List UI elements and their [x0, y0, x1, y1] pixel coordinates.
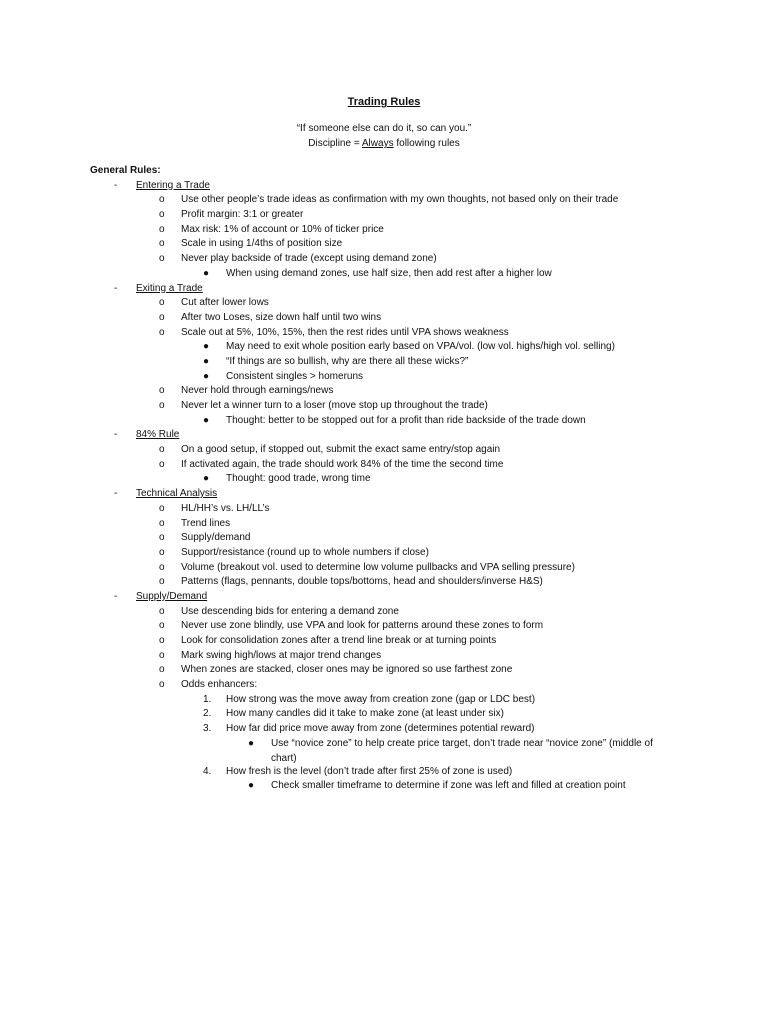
bullet-marker: ● — [248, 737, 255, 749]
list-item — [0, 370, 768, 385]
circle-marker: o — [159, 209, 165, 221]
circle-marker: o — [159, 194, 165, 206]
circle-marker: o — [159, 400, 165, 411]
section-heading-row — [0, 179, 768, 194]
numbered-item — [0, 707, 768, 722]
rule-text: Profit margin: 3:1 or greater — [181, 209, 304, 221]
rule-text: Mark swing high/lows at major trend changes — [181, 649, 382, 661]
numbered-item — [0, 722, 768, 737]
general-rules-heading: General Rules: — [90, 165, 161, 176]
rule-text: Volume (breakout vol. used to determine low volume pullbacks and VPA selling pressure) — [181, 561, 575, 573]
page-title: Trading Rules — [347, 96, 421, 108]
rule-text: How fresh is the level (don’t trade after first 25% of zone is used) — [226, 765, 513, 777]
list-item — [0, 663, 768, 678]
rule-text: Cut after lower lows — [181, 297, 269, 309]
bullet-marker: ● — [203, 414, 210, 426]
list-item — [0, 223, 768, 238]
rule-text: Check smaller timeframe to determine if zone was left and filled at creation point — [271, 780, 626, 792]
section-heading-row — [0, 590, 768, 605]
circle-marker: o — [159, 576, 165, 588]
rule-text: chart) — [271, 752, 297, 764]
rule-text: Use “novice zone” to help create price target, don’t trade near “novice zone” (middle of — [271, 737, 653, 749]
section-heading-entering: Entering a Trade — [136, 179, 210, 191]
circle-marker: o — [159, 605, 165, 617]
rule-text: If activated again, the trade should work 84% of the time the second time — [181, 458, 504, 470]
circle-marker: o — [159, 517, 165, 529]
circle-marker: o — [159, 238, 165, 250]
bullet-marker: ● — [203, 370, 210, 382]
rule-text: Patterns (flags, pennants, double tops/bottoms, head and shoulders/inverse H&S) — [181, 576, 543, 588]
rule-text: After two Loses, size down half until two wins — [181, 311, 382, 323]
list-item — [0, 649, 768, 664]
list-item — [0, 237, 768, 252]
item-number: 2. — [203, 708, 212, 720]
section-heading-supply-demand: Supply/Demand — [136, 590, 208, 602]
dash-marker: - — [114, 590, 118, 602]
circle-marker: o — [159, 253, 165, 265]
list-item — [0, 326, 768, 341]
dash-marker: - — [114, 179, 118, 191]
dash-marker: - — [114, 488, 118, 500]
dash-marker: - — [114, 429, 118, 441]
rule-text: HL/HH’s vs. LH/LL’s — [181, 502, 270, 514]
rule-text: Thought: good trade, wrong time — [226, 473, 371, 485]
list-item — [0, 561, 768, 576]
item-number: 4. — [203, 765, 212, 777]
list-item — [0, 502, 768, 517]
list-item-continuation — [0, 752, 768, 765]
list-item — [0, 737, 768, 752]
rule-text: May need to exit whole position early based on VPA/vol. (low vol. highs/high vol. selling) — [226, 341, 615, 353]
rule-text: How strong was the move away from creation zone (gap or LDC best) — [226, 693, 536, 705]
list-item — [0, 443, 768, 458]
list-item — [0, 531, 768, 546]
section-heading-row — [0, 487, 768, 502]
list-item — [0, 296, 768, 311]
list-item — [0, 414, 768, 429]
list-item — [0, 355, 768, 370]
circle-marker: o — [159, 326, 165, 338]
circle-marker: o — [159, 664, 165, 676]
list-item — [0, 384, 768, 399]
circle-marker: o — [159, 635, 165, 646]
circle-marker: o — [159, 502, 165, 514]
circle-marker: o — [159, 679, 165, 691]
circle-marker: o — [159, 649, 165, 661]
bullet-marker: ● — [203, 473, 210, 485]
list-item — [0, 619, 768, 634]
circle-marker: o — [159, 311, 165, 323]
list-item — [0, 546, 768, 561]
discipline-prefix: Discipline = — [308, 138, 362, 149]
circle-marker: o — [159, 546, 165, 558]
section-heading-row — [0, 428, 768, 443]
bullet-marker: ● — [203, 355, 210, 367]
rule-text: On a good setup, if stopped out, submit the exact same entry/stop again — [181, 444, 501, 456]
list-item — [0, 634, 768, 649]
rule-text: Support/resistance (round up to whole numbers if close) — [181, 546, 429, 558]
rule-text: How many candles did it take to make zone (at least under six) — [226, 708, 504, 720]
rule-text: “If things are so bullish, why are there all these wicks?” — [226, 355, 469, 367]
discipline-suffix: following rules — [393, 138, 460, 149]
section-heading-row — [0, 282, 768, 297]
section-heading-technical: Technical Analysis — [136, 488, 218, 500]
rule-text: How far did price move away from zone (determines potential reward) — [226, 723, 535, 735]
item-number: 3. — [203, 723, 212, 735]
rule-text: Supply/demand — [181, 532, 251, 544]
list-item — [0, 193, 768, 208]
list-item — [0, 605, 768, 620]
rule-text: Thought: better to be stopped out for a profit than ride backside of the trade down — [226, 414, 586, 426]
item-number: 1. — [203, 693, 212, 705]
rule-text: When zones are stacked, closer ones may be ignored so use farthest zone — [181, 664, 513, 676]
numbered-item — [0, 693, 768, 708]
bullet-marker: ● — [203, 341, 210, 353]
list-item — [0, 311, 768, 326]
bullet-marker: ● — [203, 267, 210, 279]
quote: “If someone else can do it, so can you.” — [296, 123, 472, 134]
circle-marker: o — [159, 458, 165, 470]
rule-text: Odds enhancers: — [181, 679, 258, 691]
list-item — [0, 208, 768, 223]
rule-text: Never play backside of trade (except using demand zone) — [181, 253, 437, 265]
list-item — [0, 458, 768, 473]
rule-text: Max risk: 1% of account or 10% of ticker price — [181, 223, 384, 235]
circle-marker: o — [159, 561, 165, 573]
list-item — [0, 267, 768, 282]
rules-body — [0, 164, 768, 794]
dash-marker: - — [114, 282, 118, 294]
list-item — [0, 399, 768, 414]
rule-text: Look for consolidation zones after a trend line break or at turning points — [181, 635, 497, 646]
circle-marker: o — [159, 620, 165, 632]
bullet-marker: ● — [248, 780, 255, 792]
rule-text: Never let a winner turn to a loser (move stop up throughout the trade) — [181, 400, 488, 411]
section-heading-exiting: Exiting a Trade — [136, 282, 203, 294]
rule-text: Scale in using 1/4ths of position size — [181, 238, 343, 250]
section-heading-84-rule: 84% Rule — [136, 429, 180, 441]
list-item — [0, 678, 768, 693]
list-item — [0, 779, 768, 794]
circle-marker: o — [159, 297, 165, 309]
rule-text: When using demand zones, use half size, then add rest after a higher low — [226, 267, 552, 279]
rule-text: Never use zone blindly, use VPA and look for patterns around these zones to form — [181, 620, 544, 632]
rule-text: Use descending bids for entering a demand zone — [181, 605, 399, 617]
circle-marker: o — [159, 444, 165, 456]
list-item — [0, 575, 768, 590]
list-item — [0, 340, 768, 355]
circle-marker: o — [159, 532, 165, 544]
numbered-item — [0, 765, 768, 780]
discipline-line — [0, 136, 768, 151]
rule-text: Scale out at 5%, 10%, 15%, then the rest rides until VPA shows weakness — [181, 326, 509, 338]
list-item — [0, 472, 768, 487]
circle-marker: o — [159, 223, 165, 235]
rule-text: Never hold through earnings/news — [181, 385, 334, 397]
discipline-emphasis: Always — [361, 138, 394, 149]
rule-text: Use other people’s trade ideas as confirmation with my own thoughts, not based only on their trade — [181, 194, 619, 206]
rule-text: Consistent singles > homeruns — [226, 370, 364, 382]
rule-text: Trend lines — [181, 517, 231, 529]
circle-marker: o — [159, 385, 165, 397]
list-item — [0, 252, 768, 267]
list-item — [0, 517, 768, 532]
